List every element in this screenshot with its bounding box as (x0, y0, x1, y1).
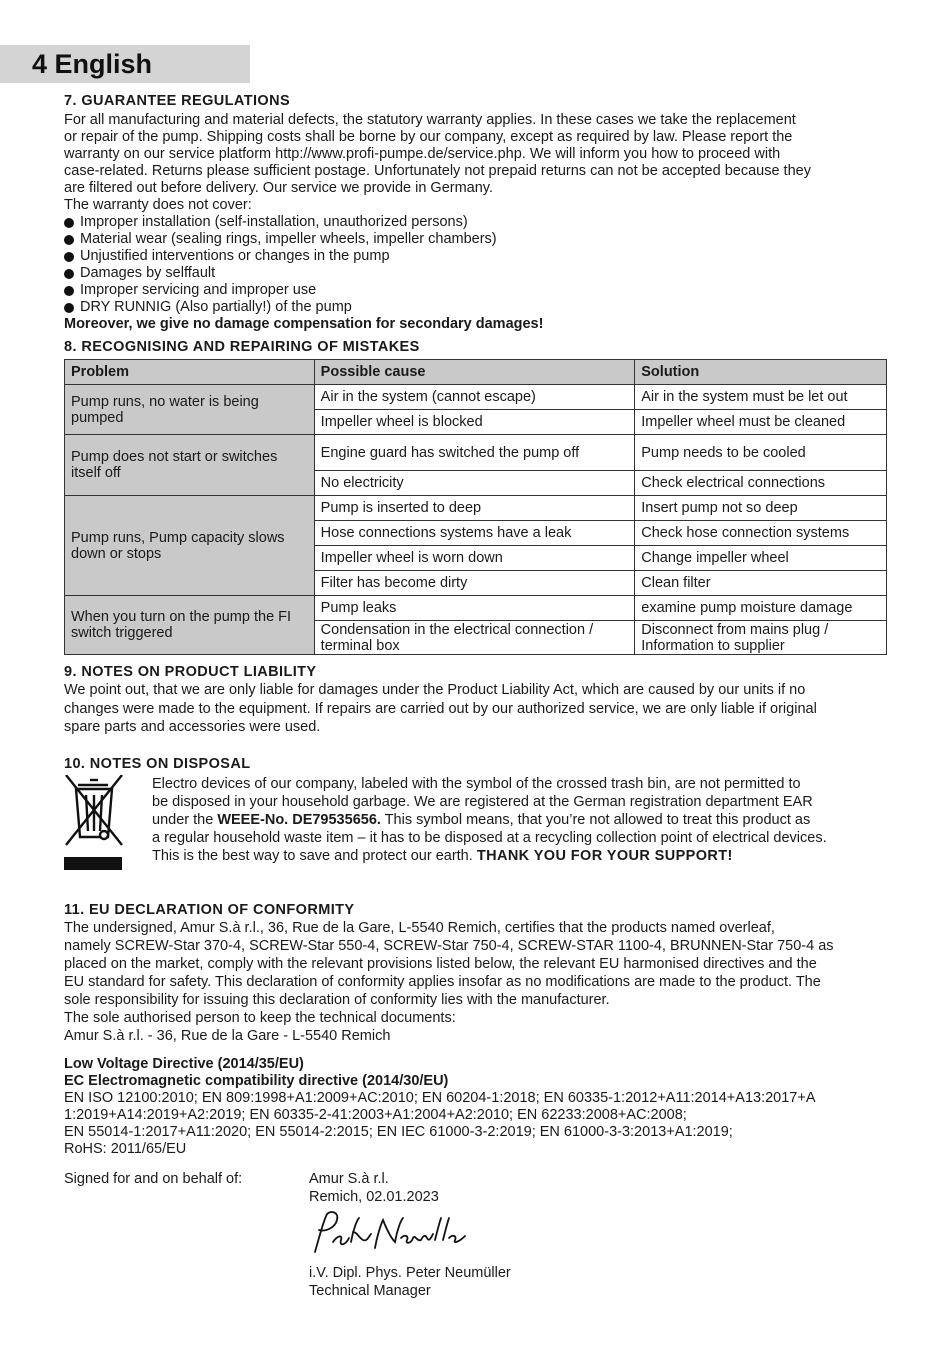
disposal-line: be disposed in your household garbage. We are registered at the German registration department EAR (152, 793, 813, 810)
solution-cell: Check hose connection systems (635, 521, 887, 546)
conformity-line: namely SCREW-Star 370-4, SCREW-Star 550-4, SCREW-Star 750-4, SCREW-STAR 1100-4, BRUNNEN-Star 750-4 as (64, 937, 834, 954)
disposal-line: Electro devices of our company, labeled with the symbol of the crossed trash bin, are not permitted to (152, 775, 801, 792)
conformity-line: placed on the market, comply with the relevant provisions listed below, the relevant EU harmonised directives and the (64, 955, 817, 972)
standards-line: 1:2019+A14:2019+A2:2019; EN 60335-2-41:2003+A1:2004+A2:2010; EN 62233:2008+AC:2008; (64, 1106, 687, 1123)
conformity-heading: 11. EU DECLARATION OF CONFORMITY (64, 901, 355, 918)
bullet-icon (64, 303, 74, 313)
solution-cell: Clean filter (635, 571, 887, 596)
troubleshooting-heading: 8. RECOGNISING AND REPAIRING OF MISTAKES (64, 339, 420, 355)
disposal-heading: 10. NOTES ON DISPOSAL (64, 755, 251, 772)
handwritten-signature (309, 1208, 894, 1260)
bullet-icon (64, 252, 74, 262)
guarantee-intro (64, 112, 894, 214)
standards-line: EN ISO 12100:2010; EN 809:1998+A1:2009+AC:2010; EN 60204-1:2018; EN 60335-1:2012+A11:2014+A13:2017+A (64, 1089, 816, 1106)
problem-cell: Pump does not start or switches itself off (65, 435, 315, 496)
crossed-out-wheelie-bin-icon (64, 775, 142, 875)
conformity-line: Amur S.à r.l. - 36, Rue de la Gare - L-5540 Remich (64, 1027, 391, 1044)
cause-cell: Engine guard has switched the pump off (314, 435, 635, 471)
emc-directive: EC Electromagnetic compatibility directive (2014/30/EU) (64, 1072, 449, 1089)
list-item (64, 248, 894, 265)
list-item-text: Damages by selffault (80, 265, 216, 281)
liability-line: spare parts and accessories were used. (64, 719, 321, 735)
list-item (64, 282, 894, 299)
cause-cell: Filter has become dirty (314, 571, 635, 596)
conformity-line: sole responsibility for issuing this declaration of conformity lies with the manufacturer. (64, 991, 610, 1008)
table-header-row (65, 360, 887, 385)
conformity-line: The undersigned, Amur S.à r.l., 36, Rue de la Gare, L-5540 Remich, certifies that the products named overleaf, (64, 919, 775, 936)
list-item (64, 231, 894, 248)
weee-number: WEEE-No. DE79535656. (217, 811, 381, 828)
liability-heading: 9. NOTES ON PRODUCT LIABILITY (64, 664, 317, 680)
disposal-text (142, 775, 894, 875)
liability-line: changes were made to the equipment. If repairs are carried out by our authorized service, we are only liable if original (64, 700, 817, 717)
thank-you-note: THANK YOU FOR YOUR SUPPORT! (476, 847, 733, 864)
table-row (65, 496, 887, 521)
guarantee-line: or repair of the pump. Shipping costs shall be borne by our company, except as required by law. Please report the (64, 129, 793, 145)
column-header-solution: Solution (635, 360, 887, 385)
disposal-text-part: This symbol means, that you’re not allowed to treat this product as (380, 811, 811, 828)
table-row (65, 435, 887, 471)
list-item-text: Unjustified interventions or changes in the pump (80, 248, 390, 264)
column-header-problem: Problem (65, 360, 315, 385)
solution-cell: Disconnect from mains plug / Information to supplier (635, 621, 887, 655)
list-item (64, 214, 894, 231)
problem-cell: When you turn on the pump the FI switch triggered (65, 596, 315, 655)
table-row (65, 596, 887, 621)
page-content (64, 92, 894, 1300)
liability-line: We point out, that we are only liable for damages under the Product Liability Act, which are caused by our units if no (64, 682, 806, 698)
list-item (64, 265, 894, 282)
disposal-line (152, 811, 894, 829)
cause-cell: No electricity (314, 471, 635, 496)
conformity-text (64, 919, 894, 1045)
not-cover-label: The warranty does not cover: (64, 197, 252, 213)
solution-cell: examine pump moisture damage (635, 596, 887, 621)
table-row (65, 385, 887, 410)
conformity-line: EU standard for safety. This declaration of conformity applies insofar as no modifications are made to the product. The (64, 973, 821, 990)
low-voltage-directive: Low Voltage Directive (2014/35/EU) (64, 1055, 304, 1072)
list-item (64, 299, 894, 316)
guarantee-line: For all manufacturing and material defects, the statutory warranty applies. In these cases we take the replacement (64, 112, 796, 128)
directives-block (64, 1056, 894, 1158)
cause-cell: Pump is inserted to deep (314, 496, 635, 521)
exclusion-list (64, 214, 894, 316)
standards-line: EN 55014-1:2017+A11:2020; EN 55014-2:2015; EN IEC 61000-3-2:2019; EN 61000-3-3:2013+A1:2019; (64, 1123, 733, 1140)
guarantee-heading: 7. GUARANTEE REGULATIONS (64, 93, 291, 109)
bullet-icon (64, 269, 74, 279)
problem-cell: Pump runs, no water is being pumped (65, 385, 315, 435)
cause-cell: Pump leaks (314, 596, 635, 621)
cause-cell: Hose connections systems have a leak (314, 521, 635, 546)
signer-role: Technical Manager (309, 1282, 431, 1299)
conformity-line: The sole authorised person to keep the technical documents: (64, 1009, 456, 1026)
signed-label: Signed for and on behalf of: (64, 1170, 243, 1187)
cause-cell: Impeller wheel is blocked (314, 410, 635, 435)
guarantee-line: are filtered out before delivery. Our service we provide in Germany. (64, 180, 494, 196)
guarantee-line: case-related. Returns please sufficient postage. Unfortunately not prepaid returns can not be accepted because they (64, 163, 811, 179)
company-name: Amur S.à r.l. (309, 1170, 389, 1187)
problem-cell: Pump runs, Pump capacity slows down or stops (65, 496, 315, 596)
bullet-icon (64, 218, 74, 228)
cause-cell: Condensation in the electrical connection / terminal box (314, 621, 635, 655)
secondary-damage-note: Moreover, we give no damage compensation for secondary damages! (64, 316, 544, 332)
signer-name: i.V. Dipl. Phys. Peter Neumüller (309, 1264, 511, 1281)
bullet-icon (64, 235, 74, 245)
solution-cell: Impeller wheel must be cleaned (635, 410, 887, 435)
signature-block (64, 1170, 894, 1300)
list-item-text: Improper servicing and improper use (80, 282, 317, 298)
column-header-cause: Possible cause (314, 360, 635, 385)
list-item-text: Improper installation (self-installation, unauthorized persons) (80, 214, 468, 230)
language-section-tab: 4 English (0, 45, 250, 83)
troubleshooting-table (64, 359, 887, 655)
standards-line: RoHS: 2011/65/EU (64, 1140, 187, 1157)
list-item-text: Material wear (sealing rings, impeller wheels, impeller chambers) (80, 231, 497, 247)
disposal-line: a regular household waste item – it has to be disposed at a recycling collection point of electrical devices. (152, 829, 827, 846)
cause-cell: Impeller wheel is worn down (314, 546, 635, 571)
disposal-line (152, 847, 894, 865)
solution-cell: Check electrical connections (635, 471, 887, 496)
place-date: Remich, 02.01.2023 (309, 1188, 439, 1205)
disposal-text-part: under the (152, 811, 218, 828)
solution-cell: Insert pump not so deep (635, 496, 887, 521)
disposal-block (64, 775, 894, 875)
solution-cell: Change impeller wheel (635, 546, 887, 571)
liability-text (64, 681, 894, 737)
bullet-icon (64, 286, 74, 296)
solution-cell: Pump needs to be cooled (635, 435, 887, 471)
solution-cell: Air in the system must be let out (635, 385, 887, 410)
disposal-text-part: This is the best way to save and protect our earth. (152, 847, 477, 864)
list-item-text: DRY RUNNIG (Also partially!) of the pump (80, 299, 352, 315)
cause-cell: Air in the system (cannot escape) (314, 385, 635, 410)
guarantee-line: warranty on our service platform http://www.profi-pumpe.de/service.php. We will inform you how to proceed with (64, 146, 781, 162)
